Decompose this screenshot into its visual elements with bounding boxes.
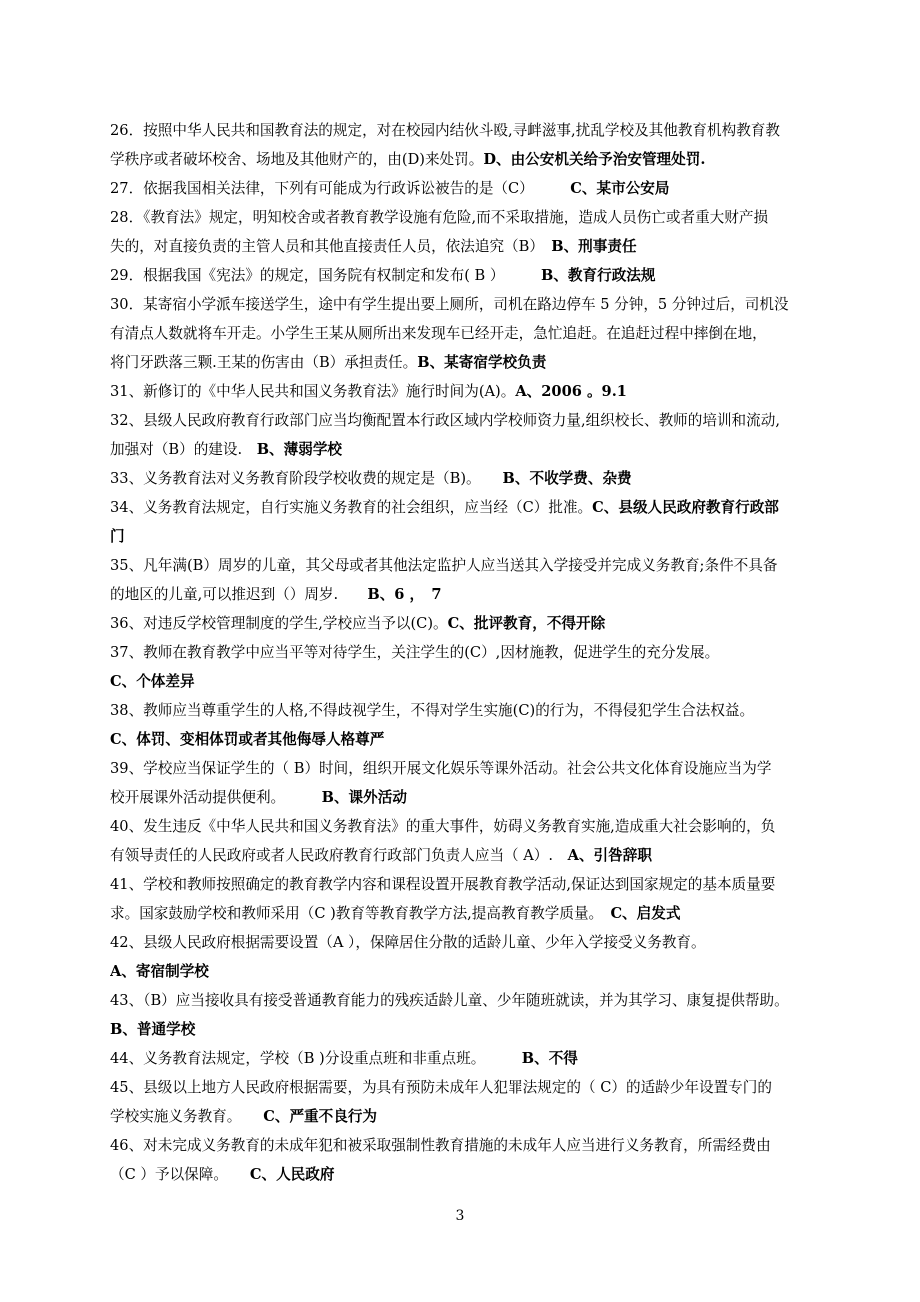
text-line bbox=[110, 957, 855, 986]
text-line bbox=[110, 522, 855, 551]
answer-text: B、课外活动 bbox=[321, 789, 407, 806]
answer-text: B、薄弱学校 bbox=[256, 441, 343, 458]
text-line bbox=[110, 812, 855, 841]
text-line bbox=[110, 435, 855, 464]
text-line bbox=[110, 667, 855, 696]
answer-text: D、由公安机关给予治安管理处罚. bbox=[483, 151, 706, 168]
question-text: 36、对违反学校管理制度的学生,学校应当予以(C)。 bbox=[110, 615, 448, 632]
question-text: 26．按照中华人民共和国教育法的规定，对在校园内结伙斗殴,寻衅滋事,扰乱学校及其他教育机构教育教 bbox=[110, 122, 780, 139]
answer-text: 门 bbox=[110, 528, 125, 545]
answer-text: C、县级人民政府教育行政部 bbox=[592, 499, 779, 516]
answer-text: C、个体差异 bbox=[110, 673, 195, 690]
question-text: 45、县级以上地方人民政府根据需要，为具有预防未成年人犯罪法规定的（ C）的适龄少年设置专门的 bbox=[110, 1079, 772, 1096]
text-line bbox=[110, 145, 855, 174]
text-line bbox=[110, 174, 855, 203]
text-line bbox=[110, 377, 855, 406]
answer-text: C、体罚、变相体罚或者其他侮辱人格尊严 bbox=[110, 731, 385, 748]
text-line bbox=[110, 580, 855, 609]
answer-text: C、批评教育，不得开除 bbox=[447, 615, 606, 632]
answer-text: A、寄宿制学校 bbox=[110, 963, 209, 980]
question-text: 校开展课外活动提供便利。 bbox=[110, 789, 322, 806]
question-text: 35、凡年满(B）周岁的儿童，其父母或者其他法定监护人应当送其入学接受并完成义务教育;条件不具备 bbox=[110, 557, 778, 574]
question-text: 28．《教育法》规定，明知校舍或者教育教学设施有危险,而不采取措施，造成人员伤亡或者重大财产损 bbox=[110, 209, 769, 226]
question-list bbox=[110, 116, 855, 1189]
answer-text: B、6 ， 7 bbox=[367, 586, 442, 603]
text-line bbox=[110, 406, 855, 435]
answer-text: A、2006 。9.1 bbox=[515, 383, 627, 400]
text-line bbox=[110, 551, 855, 580]
text-line bbox=[110, 725, 855, 754]
text-line bbox=[110, 609, 855, 638]
question-text: 的地区的儿童,可以推迟到（）周岁. bbox=[110, 586, 368, 603]
answer-text: B、教育行政法规 bbox=[541, 267, 656, 284]
question-text: 41、学校和教师按照确定的教育教学内容和课程设置开展教育教学活动,保证达到国家规定的基本质量要 bbox=[110, 876, 776, 893]
question-text: 30．某寄宿小学派车接送学生，途中有学生提出要上厕所，司机在路边停车 5 分钟，5 分钟过后，司机没 bbox=[110, 296, 789, 313]
question-text: （C ）予以保障。 bbox=[110, 1166, 250, 1183]
question-text: 有领导责任的人民政府或者人民政府教育行政部门负责人应当（ A）. bbox=[110, 847, 568, 864]
question-text: 求。国家鼓励学校和教师采用（C )教育等教育教学方法,提高教育教学质量。 bbox=[110, 905, 611, 922]
answer-text: C、某市公安局 bbox=[570, 180, 670, 197]
text-line bbox=[110, 870, 855, 899]
text-line bbox=[110, 928, 855, 957]
question-text: 学校实施义务教育。 bbox=[110, 1108, 264, 1125]
question-text: 44、义务教育法规定，学校（B )分设重点班和非重点班。 bbox=[110, 1050, 522, 1067]
question-text: 32、县级人民政府教育行政部门应当均衡配置本行政区域内学校师资力量,组织校长、教师的培训和流动, bbox=[110, 412, 780, 429]
text-line bbox=[110, 290, 855, 319]
question-text: 有清点人数就将车开走。小学生王某从厕所出来发现车已经开走，急忙追赶。在追赶过程中摔倒在地， bbox=[110, 325, 767, 342]
text-line bbox=[110, 754, 855, 783]
text-line bbox=[110, 638, 855, 667]
text-line bbox=[110, 1102, 855, 1131]
question-text: 加强对（B）的建设. bbox=[110, 441, 257, 458]
answer-text: B、刑事责任 bbox=[551, 238, 637, 255]
question-text: 失的，对直接负责的主管人员和其他直接责任人员，依法追究（B） bbox=[110, 238, 552, 255]
question-text: 33、义务教育法对义务教育阶段学校收费的规定是（B)。 bbox=[110, 470, 503, 487]
question-text: 38、教师应当尊重学生的人格,不得歧视学生，不得对学生实施(C)的行为，不得侵犯学生合法权益。 bbox=[110, 702, 755, 719]
question-text: 29．根据我国《宪法》的规定，国务院有权制定和发布( B ） bbox=[110, 267, 541, 284]
question-text: 学秩序或者破坏校舍、场地及其他财产的，由(D)来处罚。 bbox=[110, 151, 484, 168]
question-text: 42、县级人民政府根据需要设置（A ），保障居住分散的适龄儿童、少年入学接受义务教育。 bbox=[110, 934, 706, 951]
text-line bbox=[110, 319, 855, 348]
text-line bbox=[110, 696, 855, 725]
text-line bbox=[110, 232, 855, 261]
text-line bbox=[110, 493, 855, 522]
text-line bbox=[110, 1015, 855, 1044]
page-number: 3 bbox=[455, 1208, 465, 1224]
answer-text: B、不得 bbox=[521, 1050, 578, 1067]
question-text: 将门牙跌落三颗.王某的伤害由（B）承担责任。 bbox=[110, 354, 418, 371]
text-line bbox=[110, 1073, 855, 1102]
text-line bbox=[110, 1160, 855, 1189]
answer-text: B、不收学费、杂费 bbox=[502, 470, 632, 487]
question-text: 31、新修订的《中华人民共和国义务教育法》施行时间为(A)。 bbox=[110, 383, 516, 400]
text-line bbox=[110, 203, 855, 232]
text-line bbox=[110, 986, 855, 1015]
text-line bbox=[110, 464, 855, 493]
text-line bbox=[110, 899, 855, 928]
question-text: 46、对未完成义务教育的未成年犯和被采取强制性教育措施的未成年人应当进行义务教育，所需经费由 bbox=[110, 1137, 771, 1154]
text-line bbox=[110, 1131, 855, 1160]
text-line bbox=[110, 841, 855, 870]
text-line bbox=[110, 261, 855, 290]
text-line bbox=[110, 783, 855, 812]
question-text: 43、（B）应当接收具有接受普通教育能力的残疾适龄儿童、少年随班就读，并为其学习、康复提供帮助。 bbox=[110, 992, 789, 1009]
answer-text: C、严重不良行为 bbox=[263, 1108, 378, 1125]
answer-text: C、启发式 bbox=[610, 905, 681, 922]
question-text: 27．依据我国相关法律，下列有可能成为行政诉讼被告的是（C） bbox=[110, 180, 571, 197]
question-text: 39、学校应当保证学生的（ B）时间，组织开展文化娱乐等课外活动。社会公共文化体育设施应当为学 bbox=[110, 760, 772, 777]
question-text: 34、义务教育法规定，自行实施义务教育的社会组织，应当经（C）批准。 bbox=[110, 499, 593, 516]
question-text: 37、教师在教育教学中应当平等对待学生，关注学生的(C）,因材施教，促进学生的充分发展。 bbox=[110, 644, 720, 661]
text-line bbox=[110, 116, 855, 145]
answer-text: B、普通学校 bbox=[110, 1021, 196, 1038]
text-line bbox=[110, 1044, 855, 1073]
question-text: 40、发生违反《中华人民共和国义务教育法》的重大事件，妨碍义务教育实施,造成重大社会影响的，负 bbox=[110, 818, 776, 835]
answer-text: A、引咎辞职 bbox=[567, 847, 652, 864]
text-line bbox=[110, 348, 855, 377]
answer-text: B、某寄宿学校负责 bbox=[417, 354, 547, 371]
answer-text: C、人民政府 bbox=[249, 1166, 335, 1183]
